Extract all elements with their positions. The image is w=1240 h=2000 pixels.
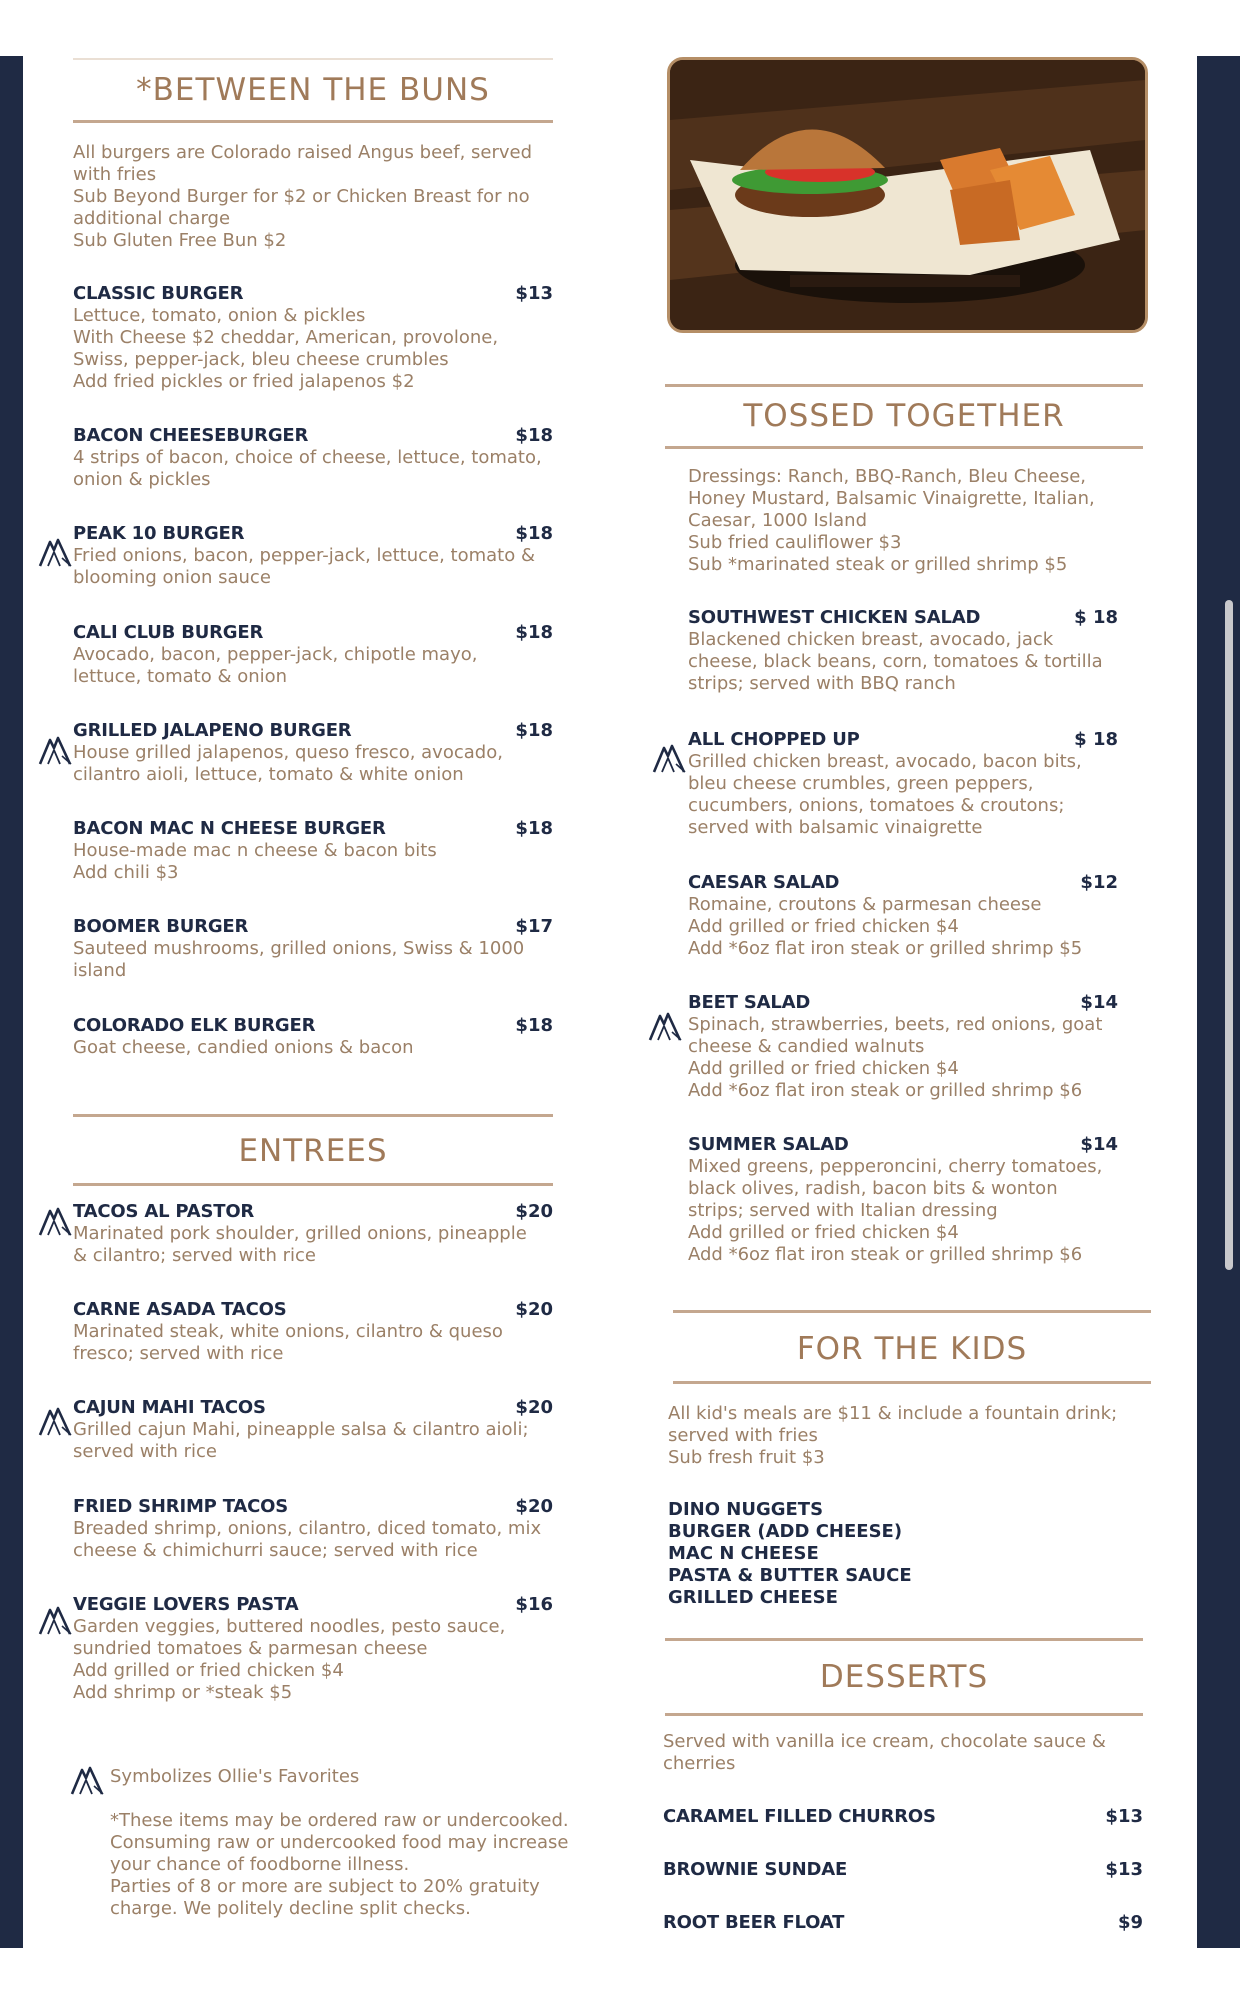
item-description bbox=[73, 938, 553, 982]
desserts-note bbox=[663, 1731, 1106, 1775]
desc-line: Fried onions, bacon, pepper-jack, lettuce, tomato & bbox=[73, 545, 535, 566]
desc-line: Garden veggies, buttered noodles, pesto sauce, bbox=[73, 1616, 506, 1637]
item-price: $13 bbox=[1105, 1859, 1143, 1880]
menu-item-bacon-cheeseburger bbox=[73, 425, 553, 491]
desc-line: cheese & chimichurri sauce; served with rice bbox=[73, 1540, 478, 1561]
note-line: Sub *marinated steak or grilled shrimp $5 bbox=[688, 554, 1068, 575]
top-divider bbox=[73, 58, 553, 60]
disclaimer-line: charge. We politely decline split checks. bbox=[110, 1898, 471, 1919]
item-price: $14 bbox=[1080, 992, 1118, 1013]
item-name: CARNE ASADA TACOS bbox=[73, 1299, 287, 1320]
mountain-peak-icon bbox=[38, 1604, 72, 1636]
mountain-peak-icon bbox=[38, 734, 72, 766]
item-description bbox=[73, 447, 553, 491]
menu-item-beet-salad bbox=[688, 992, 1118, 1102]
kids-note bbox=[668, 1403, 1117, 1469]
item-price: $13 bbox=[515, 283, 553, 304]
section-title-entrees: ENTREES bbox=[238, 1133, 388, 1169]
item-price: $20 bbox=[515, 1496, 553, 1517]
item-name: COLORADO ELK BURGER bbox=[73, 1015, 316, 1036]
desc-line: Marinated steak, white onions, cilantro & queso bbox=[73, 1321, 503, 1342]
disclaimer-line: Parties of 8 or more are subject to 20% gratuity bbox=[110, 1876, 540, 1897]
item-name: SOUTHWEST CHICKEN SALAD bbox=[688, 607, 981, 628]
desc-line: Marinated pork shoulder, grilled onions, pineapple bbox=[73, 1223, 527, 1244]
desc-line: bleu cheese crumbles, green peppers, bbox=[688, 773, 1034, 794]
note-line: All burgers are Colorado raised Angus beef, served bbox=[73, 142, 533, 163]
desc-line: Add fried pickles or fried jalapenos $2 bbox=[73, 371, 415, 392]
section-divider bbox=[73, 1183, 553, 1186]
item-description bbox=[73, 1223, 553, 1267]
desc-line: Sauteed mushrooms, grilled onions, Swiss & 1000 bbox=[73, 938, 525, 959]
desc-line: cheese & candied walnuts bbox=[688, 1036, 925, 1057]
menu-item-veggie-lovers-pasta bbox=[73, 1594, 553, 1704]
item-price: $20 bbox=[515, 1299, 553, 1320]
item-price: $18 bbox=[515, 720, 553, 741]
mountain-peak-icon bbox=[652, 742, 686, 774]
item-price: $12 bbox=[1080, 872, 1118, 893]
desc-line: served with balsamic vinaigrette bbox=[688, 817, 983, 838]
item-description bbox=[73, 840, 553, 884]
mountain-peak-icon bbox=[648, 1010, 682, 1042]
section-divider bbox=[665, 446, 1143, 449]
kids-item: MAC N CHEESE bbox=[668, 1543, 819, 1564]
kids-item: GRILLED CHEESE bbox=[668, 1587, 838, 1608]
desc-line: lettuce, tomato & onion bbox=[73, 666, 288, 687]
item-name: CLASSIC BURGER bbox=[73, 283, 244, 304]
dressings-note bbox=[688, 466, 1095, 576]
note-line: Sub fresh fruit $3 bbox=[668, 1447, 825, 1468]
section-divider bbox=[73, 120, 553, 123]
menu-item-cali-club-burger bbox=[73, 622, 553, 688]
disclaimer-line: Consuming raw or undercooked food may increase bbox=[110, 1832, 569, 1853]
item-description bbox=[73, 1321, 553, 1365]
desc-line: island bbox=[73, 960, 127, 981]
desc-line: Romaine, croutons & parmesan cheese bbox=[688, 894, 1042, 915]
note-line: Sub Beyond Burger for $2 or Chicken Breast for no bbox=[73, 186, 530, 207]
scrollbar[interactable] bbox=[1225, 600, 1233, 1270]
item-name: BACON MAC N CHEESE BURGER bbox=[73, 818, 386, 839]
desc-line: Add *6oz flat iron steak or grilled shrimp $6 bbox=[688, 1080, 1083, 1101]
item-description bbox=[73, 644, 553, 688]
item-description bbox=[73, 742, 553, 786]
menu-item-tacos-al-pastor bbox=[73, 1201, 553, 1267]
item-name: BACON CHEESEBURGER bbox=[73, 425, 309, 446]
item-description bbox=[73, 1037, 553, 1059]
item-price: $ 18 bbox=[1074, 729, 1118, 750]
desc-line: & cilantro; served with rice bbox=[73, 1245, 316, 1266]
item-name: SUMMER SALAD bbox=[688, 1134, 849, 1155]
item-price: $20 bbox=[515, 1201, 553, 1222]
item-name: BROWNIE SUNDAE bbox=[663, 1859, 848, 1880]
item-price: $18 bbox=[515, 818, 553, 839]
item-name: VEGGIE LOVERS PASTA bbox=[73, 1594, 299, 1615]
note-line: Sub fried cauliflower $3 bbox=[688, 532, 902, 553]
section-title-tossed-together: TOSSED TOGETHER bbox=[743, 398, 1065, 434]
desc-line: blooming onion sauce bbox=[73, 567, 271, 588]
menu-item-summer-salad bbox=[688, 1134, 1118, 1266]
desc-line: Add grilled or fried chicken $4 bbox=[688, 1222, 959, 1243]
item-name: BOOMER BURGER bbox=[73, 916, 249, 937]
mountain-peak-icon bbox=[70, 1764, 104, 1796]
item-name: CAESAR SALAD bbox=[688, 872, 840, 893]
note-line: Dressings: Ranch, BBQ-Ranch, Bleu Cheese, bbox=[688, 466, 1087, 487]
desc-line: strips; served with Italian dressing bbox=[688, 1200, 998, 1221]
desc-line: onion & pickles bbox=[73, 469, 211, 490]
menu-item-bacon-mac-n-cheese-burger bbox=[73, 818, 553, 884]
desc-line: Add grilled or fried chicken $4 bbox=[73, 1660, 344, 1681]
desc-line: Add shrimp or *steak $5 bbox=[73, 1682, 293, 1703]
item-name: CAJUN MAHI TACOS bbox=[73, 1397, 266, 1418]
kids-item: PASTA & BUTTER SAUCE bbox=[668, 1565, 912, 1586]
menu-item-grilled-jalapeno-burger bbox=[73, 720, 553, 786]
item-description bbox=[688, 894, 1118, 960]
section-divider bbox=[665, 384, 1143, 387]
desc-line: cilantro aioli, lettuce, tomato & white onion bbox=[73, 764, 464, 785]
section-divider bbox=[73, 1114, 553, 1117]
item-price: $9 bbox=[1117, 1912, 1143, 1933]
item-description bbox=[73, 1616, 553, 1704]
desc-line: Spinach, strawberries, beets, red onions, goat bbox=[688, 1014, 1103, 1035]
section-divider bbox=[673, 1310, 1151, 1313]
desc-line: Add chili $3 bbox=[73, 862, 179, 883]
desc-line: Add *6oz flat iron steak or grilled shrimp $5 bbox=[688, 938, 1083, 959]
menu-item-all-chopped-up bbox=[688, 729, 1118, 839]
item-description bbox=[688, 1014, 1118, 1102]
menu-item-peak-10-burger bbox=[73, 523, 553, 589]
item-name: ALL CHOPPED UP bbox=[688, 729, 860, 750]
desc-line: Goat cheese, candied onions & bacon bbox=[73, 1037, 414, 1058]
desc-line: Grilled chicken breast, avocado, bacon bits, bbox=[688, 751, 1082, 772]
section-title-between-the-buns: *BETWEEN THE BUNS bbox=[136, 72, 490, 108]
menu-item-brownie-sundae bbox=[663, 1859, 1143, 1881]
desc-line: Grilled cajun Mahi, pineapple salsa & cilantro aioli; bbox=[73, 1419, 529, 1440]
item-name: ROOT BEER FLOAT bbox=[663, 1912, 845, 1933]
desc-line: cucumbers, onions, tomatoes & croutons; bbox=[688, 795, 1065, 816]
note-line: All kid's meals are $11 & include a fountain drink; bbox=[668, 1403, 1118, 1424]
item-description bbox=[73, 545, 553, 589]
favorites-legend: Symbolizes Ollie's Favorites bbox=[110, 1766, 360, 1787]
desc-line: Swiss, pepper-jack, bleu cheese crumbles bbox=[73, 349, 449, 370]
item-price: $13 bbox=[1105, 1806, 1143, 1827]
note-line: with fries bbox=[73, 164, 157, 185]
burger-note bbox=[73, 142, 532, 252]
menu-item-caesar-salad bbox=[688, 872, 1118, 960]
mountain-peak-icon bbox=[38, 1205, 72, 1237]
desc-line: Add grilled or fried chicken $4 bbox=[688, 916, 959, 937]
menu-item-root-beer-float bbox=[663, 1912, 1143, 1934]
item-name: BEET SALAD bbox=[688, 992, 811, 1013]
right-edge-bar bbox=[1197, 56, 1240, 1948]
item-price: $20 bbox=[515, 1397, 553, 1418]
desc-line: Add grilled or fried chicken $4 bbox=[688, 1058, 959, 1079]
kids-item: DINO NUGGETS bbox=[668, 1499, 824, 1520]
note-line: served with fries bbox=[668, 1425, 818, 1446]
item-name: PEAK 10 BURGER bbox=[73, 523, 245, 544]
desc-line: Mixed greens, pepperoncini, cherry tomatoes, bbox=[688, 1156, 1103, 1177]
desc-line: House grilled jalapenos, queso fresco, avocado, bbox=[73, 742, 503, 763]
kids-item: BURGER (ADD CHEESE) bbox=[668, 1521, 903, 1542]
desc-line: served with rice bbox=[73, 1441, 218, 1462]
desc-line: strips; served with BBQ ranch bbox=[688, 673, 956, 694]
disclaimer-line: your chance of foodborne illness. bbox=[110, 1854, 410, 1875]
note-line: Honey Mustard, Balsamic Vinaigrette, Italian, bbox=[688, 488, 1095, 509]
item-price: $16 bbox=[515, 1594, 553, 1615]
item-name: TACOS AL PASTOR bbox=[73, 1201, 255, 1222]
desc-line: sundried tomatoes & parmesan cheese bbox=[73, 1638, 428, 1659]
desc-line: 4 strips of bacon, choice of cheese, lettuce, tomato, bbox=[73, 447, 542, 468]
left-edge-bar bbox=[0, 56, 23, 1948]
desc-line: Lettuce, tomato, onion & pickles bbox=[73, 305, 366, 326]
menu-item-cajun-mahi-tacos bbox=[73, 1397, 553, 1463]
desc-line: House-made mac n cheese & bacon bits bbox=[73, 840, 437, 861]
menu-item-colorado-elk-burger bbox=[73, 1015, 553, 1059]
item-description bbox=[688, 629, 1118, 695]
burger-basket-image bbox=[670, 60, 1145, 330]
menu-item-boomer-burger bbox=[73, 916, 553, 982]
menu-item-carne-asada-tacos bbox=[73, 1299, 553, 1365]
item-name: CALI CLUB BURGER bbox=[73, 622, 264, 643]
disclaimer bbox=[110, 1810, 569, 1920]
item-description bbox=[688, 751, 1118, 839]
desc-line: Blackened chicken breast, avocado, jack bbox=[688, 629, 1054, 650]
disclaimer-line: *These items may be ordered raw or undercooked. bbox=[110, 1810, 569, 1831]
item-price: $ 18 bbox=[1074, 607, 1118, 628]
menu-item-caramel-filled-churros bbox=[663, 1806, 1143, 1828]
burger-photo bbox=[667, 57, 1148, 333]
desc-line: With Cheese $2 cheddar, American, provolone, bbox=[73, 327, 499, 348]
menu-item-fried-shrimp-tacos bbox=[73, 1496, 553, 1562]
item-description bbox=[73, 305, 553, 393]
item-name: CARAMEL FILLED CHURROS bbox=[663, 1806, 936, 1827]
item-description bbox=[688, 1156, 1118, 1266]
note-line: Caesar, 1000 Island bbox=[688, 510, 868, 531]
menu-item-southwest-chicken-salad bbox=[688, 607, 1118, 695]
section-divider bbox=[665, 1638, 1143, 1641]
item-price: $14 bbox=[1080, 1134, 1118, 1155]
desc-line: cheese, black beans, corn, tomatoes & tortilla bbox=[688, 651, 1103, 672]
section-divider bbox=[673, 1381, 1151, 1384]
desc-line: Avocado, bacon, pepper-jack, chipotle mayo, bbox=[73, 644, 478, 665]
menu-item-classic-burger bbox=[73, 283, 553, 393]
item-description bbox=[73, 1518, 553, 1562]
note-line: cherries bbox=[663, 1753, 736, 1774]
item-name: GRILLED JALAPENO BURGER bbox=[73, 720, 352, 741]
item-description bbox=[73, 1419, 553, 1463]
item-name: FRIED SHRIMP TACOS bbox=[73, 1496, 289, 1517]
mountain-peak-icon bbox=[38, 536, 72, 568]
note-line: Sub Gluten Free Bun $2 bbox=[73, 230, 287, 251]
section-title-for-the-kids: FOR THE KIDS bbox=[796, 1331, 1028, 1367]
note-line: Served with vanilla ice cream, chocolate sauce & bbox=[663, 1731, 1106, 1752]
desc-line: Add *6oz flat iron steak or grilled shrimp $6 bbox=[688, 1244, 1083, 1265]
desc-line: Breaded shrimp, onions, cilantro, diced tomato, mix bbox=[73, 1518, 542, 1539]
item-price: $18 bbox=[515, 622, 553, 643]
mountain-peak-icon bbox=[38, 1405, 72, 1437]
desc-line: fresco; served with rice bbox=[73, 1343, 284, 1364]
item-price: $17 bbox=[515, 916, 553, 937]
section-divider bbox=[665, 1713, 1143, 1716]
item-price: $18 bbox=[515, 425, 553, 446]
note-line: additional charge bbox=[73, 208, 231, 229]
kids-menu-list bbox=[668, 1499, 912, 1609]
item-price: $18 bbox=[515, 523, 553, 544]
item-price: $18 bbox=[515, 1015, 553, 1036]
section-title-desserts: DESSERTS bbox=[819, 1659, 989, 1695]
desc-line: black olives, radish, bacon bits & wonton bbox=[688, 1178, 1058, 1199]
